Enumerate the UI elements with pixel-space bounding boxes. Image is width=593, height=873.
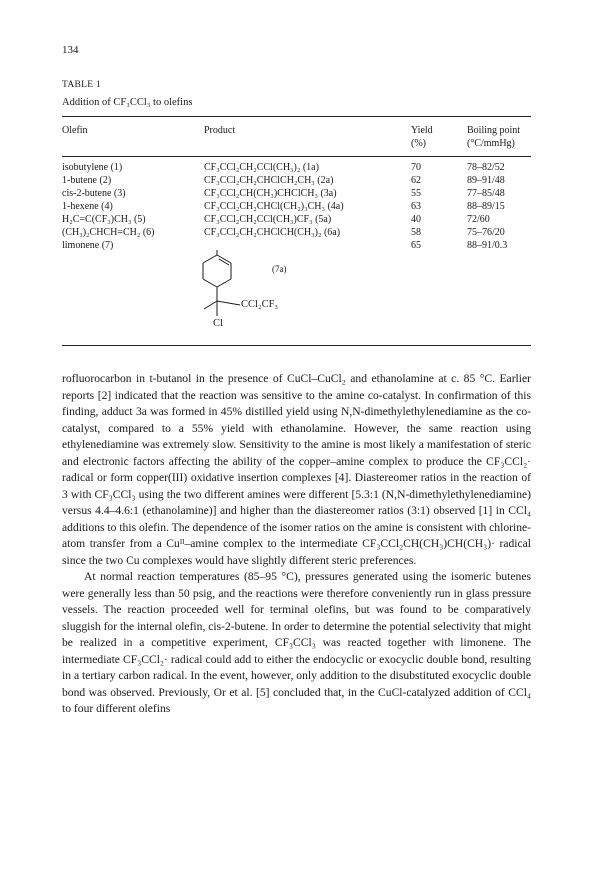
cell-olefin: isobutylene (1) bbox=[62, 162, 123, 173]
header-product: Product bbox=[204, 125, 236, 136]
structure-7a-diagram bbox=[190, 250, 300, 330]
cell-product: CF₃CCl₂CH(CH₃)CHClCH₃ (3a) bbox=[204, 188, 337, 199]
header-bp-line1: Boiling point bbox=[467, 125, 521, 136]
cell-product: CF₃CCl₂CH₂CCl(CH₃)CF₃ (5a) bbox=[204, 214, 332, 225]
structure-7a-substituent: CCl₂CF₃ bbox=[241, 299, 279, 310]
cell-product: CF₃CCl₂CH₂CHClCH₂CH₃ (2a) bbox=[204, 175, 334, 186]
table-row bbox=[62, 162, 532, 174]
cell-yield: 62 bbox=[411, 175, 421, 186]
table-header-rule bbox=[62, 156, 531, 157]
body-text bbox=[62, 371, 531, 718]
table-row bbox=[62, 201, 532, 213]
structure-7a-chlorine: Cl bbox=[213, 318, 223, 329]
header-yield bbox=[411, 124, 433, 150]
table-row bbox=[62, 214, 532, 226]
cell-yield: 63 bbox=[411, 201, 421, 212]
cell-yield: 65 bbox=[411, 240, 421, 251]
cell-olefin: 1-butene (2) bbox=[62, 175, 112, 186]
cell-yield: 55 bbox=[411, 188, 421, 199]
cell-olefin: cis-2-butene (3) bbox=[62, 188, 126, 199]
cell-product: CF₃CCl₂CH₂CHClCH(CH₃)₂ (6a) bbox=[204, 227, 341, 238]
cell-bp: 78–82/52 bbox=[467, 162, 505, 173]
cell-bp: 89–91/48 bbox=[467, 175, 505, 186]
cell-yield: 58 bbox=[411, 227, 421, 238]
cell-olefin: H₂C=C(CF₃)CH₃ (5) bbox=[62, 214, 146, 225]
header-bp-line2: (°C/mmHg) bbox=[467, 138, 515, 149]
page-number: 134 bbox=[62, 44, 79, 56]
cell-olefin: limonene (7) bbox=[62, 240, 114, 251]
cell-bp: 75–76/20 bbox=[467, 227, 505, 238]
cell-product: CF₃CCl₂CH₂CHCl(CH₂)₃CH₃ (4a) bbox=[204, 201, 344, 212]
table-row bbox=[62, 175, 532, 187]
table-row bbox=[62, 188, 532, 200]
table-top-rule bbox=[62, 116, 531, 117]
paragraph: rofluorocarbon in t-butanol in the presence of CuCl–CuCl₂ and ethanolamine at c. 85 °C. Earlier reports [2] indicated that the reaction was sensitive to the amine co-catalyst. In confirmation of this finding, adduct 3a was formed in 45% distilled yield using N,N-dimethylethylenediamine as the co-catalyst, compared to a 55% yield with ethanolamine. However, the same reaction using ethylenediamine was extremely slow. Sensitivity to the amine is most likely a manifestation of steric and electronic factors affecting the ability of the copper–amine complex to produce the CF₃CCl₂· radical or form copper(III) oxidative insertion complexes [4]. Diastereomer ratios in the reaction of 3 with CF₃CCl₃ using the two different amines were different [5.3:1 (N,N-dimethylethylenediamine) versus 4.4–4.6:1 (ethanolamine)] and higher than the diastereomer ratios (3:1) observed [1] in CCl₄ additions to this olefin. The dependence of the isomer ratios on the amine is consistent with chlorine-atom transfer from a Cuᴵᴵ–amine complex to the intermediate CF₃CCl₂CH(CH₃)CH(CH₃)· radical since the two Cu complexes would have slightly different steric preferences. bbox=[62, 372, 531, 567]
table-label: TABLE 1 bbox=[62, 80, 102, 90]
header-yield-line1: Yield bbox=[411, 125, 433, 136]
cell-bp: 72/60 bbox=[467, 214, 490, 225]
header-olefin: Olefin bbox=[62, 125, 88, 136]
cell-bp: 88–89/15 bbox=[467, 201, 505, 212]
header-boiling-point bbox=[467, 124, 520, 150]
cell-olefin: 1-hexene (4) bbox=[62, 201, 113, 212]
cell-product: CF₃CCl₂CH₂CCl(CH₃)₂ (1a) bbox=[204, 162, 319, 173]
table-caption: Addition of CF₃CCl₃ to olefins bbox=[62, 97, 193, 108]
cell-olefin: (CH₃)₂CHCH=CH₂ (6) bbox=[62, 227, 155, 238]
cell-yield: 40 bbox=[411, 214, 421, 225]
table-row bbox=[62, 227, 532, 239]
cell-bp: 88–91/0.3 bbox=[467, 240, 508, 251]
paragraph: At normal reaction temperatures (85–95 °C), pressures generated using the isomeric butenes were generally less than 50 psig, and the reactions were therefore conveniently run in glass pressure vessels. The reaction proceeded well for terminal olefins, but was found to be comparatively sluggish for the internal olefin, cis-2-butene. In order to determine the potential selectivity that might be realized in a competitive experiment, CF₃CCl₃ was reacted together with limonene. The intermediate CF₃CCl₂· radical could add to either the endocyclic or exocyclic double bond, resulting in a tertiary carbon radical. In the event, however, only addition to the disubstituted exocyclic double bond was observed. Previously, Or et al. [5] concluded that, in the CuCl-catalyzed addition of CCl₄ to four different olefins bbox=[62, 570, 531, 715]
cell-bp: 77–85/48 bbox=[467, 188, 505, 199]
header-yield-line2: (%) bbox=[411, 138, 426, 149]
cell-yield: 70 bbox=[411, 162, 421, 173]
structure-7a-label: (7a) bbox=[272, 264, 287, 274]
table-bottom-rule bbox=[62, 345, 531, 346]
